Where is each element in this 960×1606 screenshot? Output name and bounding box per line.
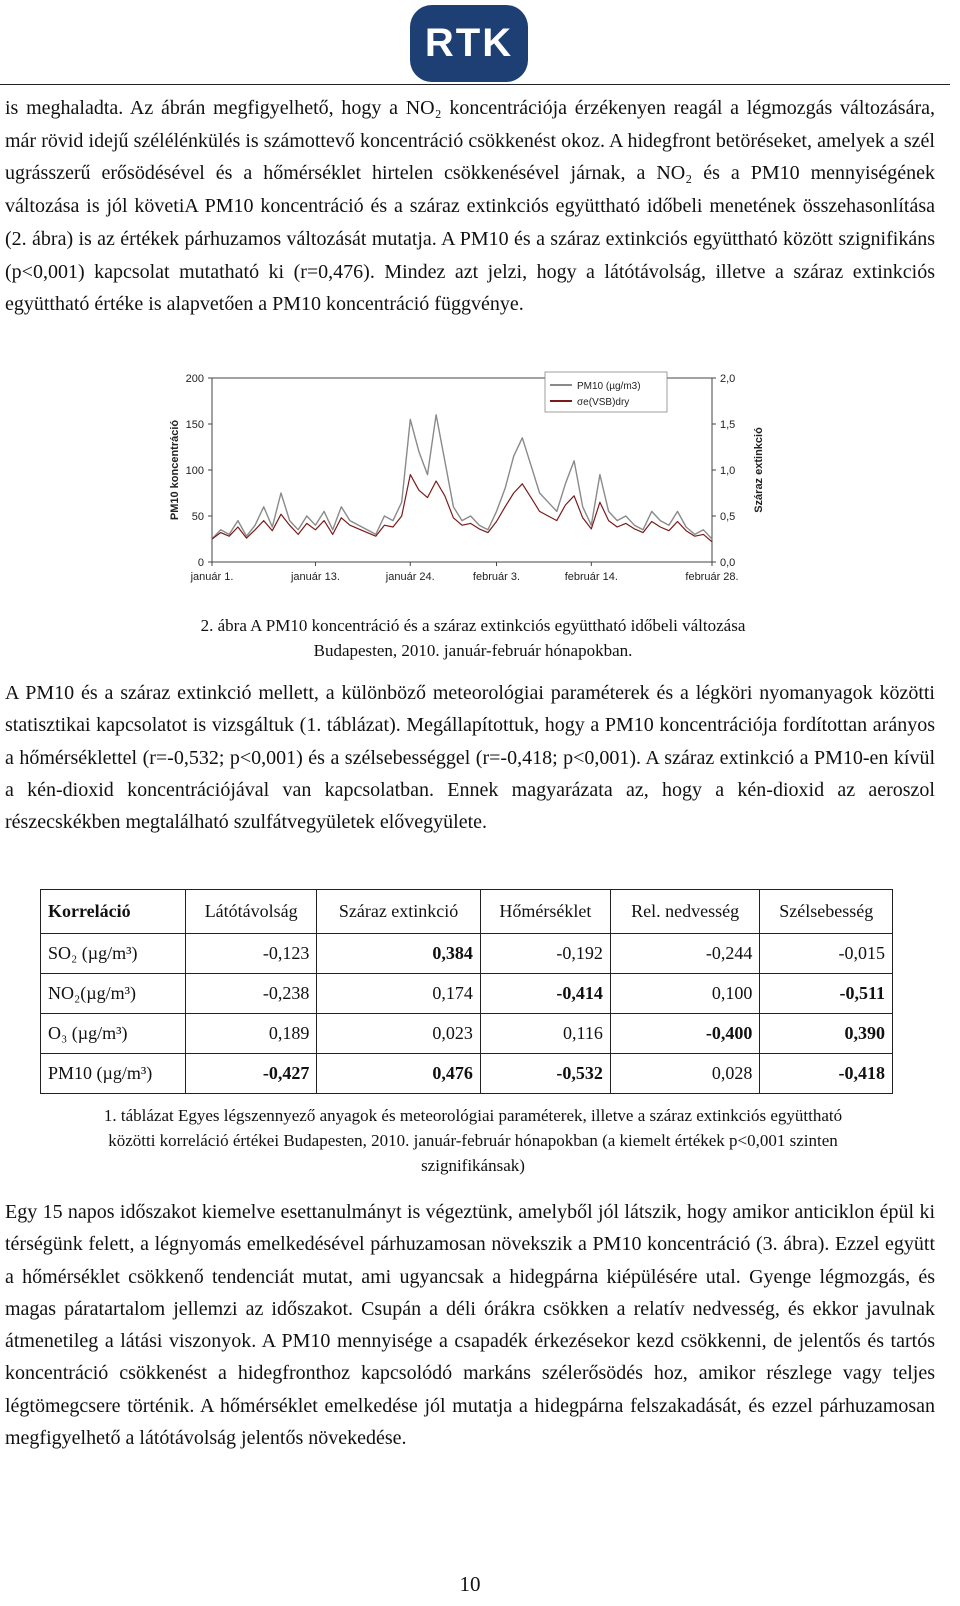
x-tick-label: január 1.	[190, 571, 234, 583]
table-row	[41, 934, 893, 974]
table-caption	[0, 1103, 946, 1178]
row-label: PM10 (µg/m³)	[41, 1054, 186, 1094]
logo-text: RTK	[424, 21, 514, 65]
header-rule	[0, 84, 950, 85]
x-tick-label: február 28.	[685, 571, 739, 583]
table-cell: -0,192	[480, 934, 610, 974]
table-cell: -0,532	[480, 1054, 610, 1094]
y-left-tick-label: 100	[185, 465, 204, 477]
table-row	[41, 1054, 893, 1094]
x-tick-label: január 24.	[385, 571, 435, 583]
y-right-tick-label: 1,5	[720, 419, 736, 431]
table-cell: 0,384	[317, 934, 480, 974]
table-cell: 0,174	[317, 974, 480, 1014]
table-header-cell: Korreláció	[41, 890, 186, 934]
row-label: SO₂ (µg/m³)	[41, 934, 186, 974]
y-right-axis-label: Száraz extinkció	[753, 427, 765, 513]
y-right-tick-label: 2,0	[720, 373, 736, 385]
paragraph-statistics: A PM10 és a száraz extinkció mellett, a különböző meteorológiai paraméterek és a légköri nyomanyagok közötti statisztikai kapcsolatot is vizsgáltuk (1. táblázat). Megállapítottuk, hogy a PM10 koncentrációja fordítottan arányos a hőmérséklettel (r=-0,532; p<0,001) és a szélsebességgel (r=-0,418; p<0,001). A száraz extinkció a PM10-en kívül a kén-dioxid koncentrációjával van kapcsolatban. Ennek magyarázata az, hogy a kén-dioxid az aeroszol részecskékben megtalálható szulfátvegyületek elővegyülete.	[5, 682, 935, 834]
table-cell: -0,015	[760, 934, 893, 974]
table-header-cell: Szélsebesség	[760, 890, 893, 934]
pm10-extinction-chart	[150, 360, 790, 600]
table-cell: 0,390	[760, 1014, 893, 1054]
table-cell: -0,244	[610, 934, 760, 974]
y-right-tick-label: 0,5	[720, 511, 736, 523]
y-left-tick-label: 150	[185, 419, 204, 431]
series-line-extinction	[212, 475, 712, 542]
y-left-tick-label: 200	[185, 373, 204, 385]
x-tick-label: január 13.	[290, 571, 340, 583]
table-cell: -0,418	[760, 1054, 893, 1094]
table-row	[41, 974, 893, 1014]
table-cell: -0,427	[186, 1054, 317, 1094]
series-line-pm10	[212, 415, 712, 539]
legend-label: PM10 (µg/m3)	[577, 381, 641, 392]
page-number: 10	[459, 1572, 481, 1596]
table-header-row	[41, 890, 893, 934]
correlation-table	[40, 889, 893, 1094]
y-left-tick-label: 50	[191, 511, 204, 523]
table-header-cell: Rel. nedvesség	[610, 890, 760, 934]
table-cell: -0,400	[610, 1014, 760, 1054]
y-left-axis-label: PM10 koncentráció	[169, 419, 181, 521]
y-right-tick-label: 1,0	[720, 465, 736, 477]
y-right-tick-label: 0,0	[720, 557, 736, 569]
figure-caption	[0, 613, 946, 663]
table-cell: 0,476	[317, 1054, 480, 1094]
table-cell: -0,238	[186, 974, 317, 1014]
figure-caption-line-2: Budapesten, 2010. január-február hónapokban.	[313, 641, 633, 660]
row-label: O₃ (µg/m³)	[41, 1014, 186, 1054]
table-cell: 0,116	[480, 1014, 610, 1054]
rtk-logo	[410, 5, 528, 82]
x-tick-label: február 3.	[472, 571, 521, 583]
table-caption-line-2: közötti korreláció értékei Budapesten, 2010. január-február hónapokban (a kiemelt értékek p<0,001 szinten	[108, 1131, 838, 1150]
table-caption-line-1: 1. táblázat Egyes légszennyező anyagok és meteorológiai paraméterek, illetve a száraz extinkciós együttható	[103, 1106, 843, 1125]
y-left-tick-label: 0	[197, 557, 204, 569]
table-row	[41, 1014, 893, 1054]
paragraph-intro: is meghaladta. Az ábrán megfigyelhető, hogy a NO₂ koncentrációja érzékenyen reagál a légmozgás változására, már rövid idejű szélélénkülés is számottevő koncentráció csökkenést okoz. A hidegfront betöréseket, amelyek a szél ugrásszerű erősödésével és a hőmérséklet hirtelen csökkenésével járnak, a NO₂ és a PM10 mennyiségének változása is jól követiA PM10 koncentráció és a száraz extinkciós együttható időbeli menetének összehasonlítása (2. ábra) is az értékek párhuzamos változását mutatja. A PM10 és a száraz extinkciós együttható között szignifikáns (p<0,001) kapcsolat mutatható ki (r=0,476). Mindez azt jelzi, hogy a látótávolság, illetve a száraz extinkciós együttható értéke is alapvetően a PM10 koncentráció függvénye.	[5, 97, 935, 316]
table-cell: -0,414	[480, 974, 610, 1014]
paragraph-case-study: Egy 15 napos időszakot kiemelve esettanulmányt is végeztünk, amelyből jól látszik, hogy amikor anticiklon épül ki térségünk felett, a légnyomás emelkedésével párhuzamosan növekszik a PM10 koncentráció (3. ábra). Ezzel együtt a hőmérséklet csökkenő tendenciát mutat, ami ugyancsak a hidegpárna kiépülésére utal. Gyenge légmozgás, és magas páratartalom jellemzi az időszakot. Csupán a déli órákra csökken a relatív nedvesség, és ekkor javulnak átmenetileg a látási viszonyok. A PM10 mennyisége a csapadék érkezésekor kezd csökkenni, de jelentős és tartós koncentráció csökkenést a hidegfronthoz kapcsolódó markáns szélerősödés hoz, amikor részlege vagy teljes légtömegcsere történik. A hőmérséklet emelkedése jól mutatja a hidegpárna felszakadását, és ezzel párhuzamosan megfigyelhető a látótávolság jelentős növekedése.	[5, 1201, 935, 1450]
table-cell: -0,123	[186, 934, 317, 974]
table-cell: 0,028	[610, 1054, 760, 1094]
x-tick-label: február 14.	[564, 571, 618, 583]
table-header-cell: Látótávolság	[186, 890, 317, 934]
figure-caption-line-1: 2. ábra A PM10 koncentráció és a száraz extinkciós együttható időbeli változása	[200, 616, 746, 635]
table-cell: 0,023	[317, 1014, 480, 1054]
table-cell: 0,100	[610, 974, 760, 1014]
legend-label: σe(VSB)dry	[577, 397, 630, 408]
table-cell: 0,189	[186, 1014, 317, 1054]
table-header-cell: Hőmérséklet	[480, 890, 610, 934]
row-label: NO₂(µg/m³)	[41, 974, 186, 1014]
table-cell: -0,511	[760, 974, 893, 1014]
table-header-cell: Száraz extinkció	[317, 890, 480, 934]
table-caption-line-3: szignifikánsak)	[421, 1156, 525, 1175]
